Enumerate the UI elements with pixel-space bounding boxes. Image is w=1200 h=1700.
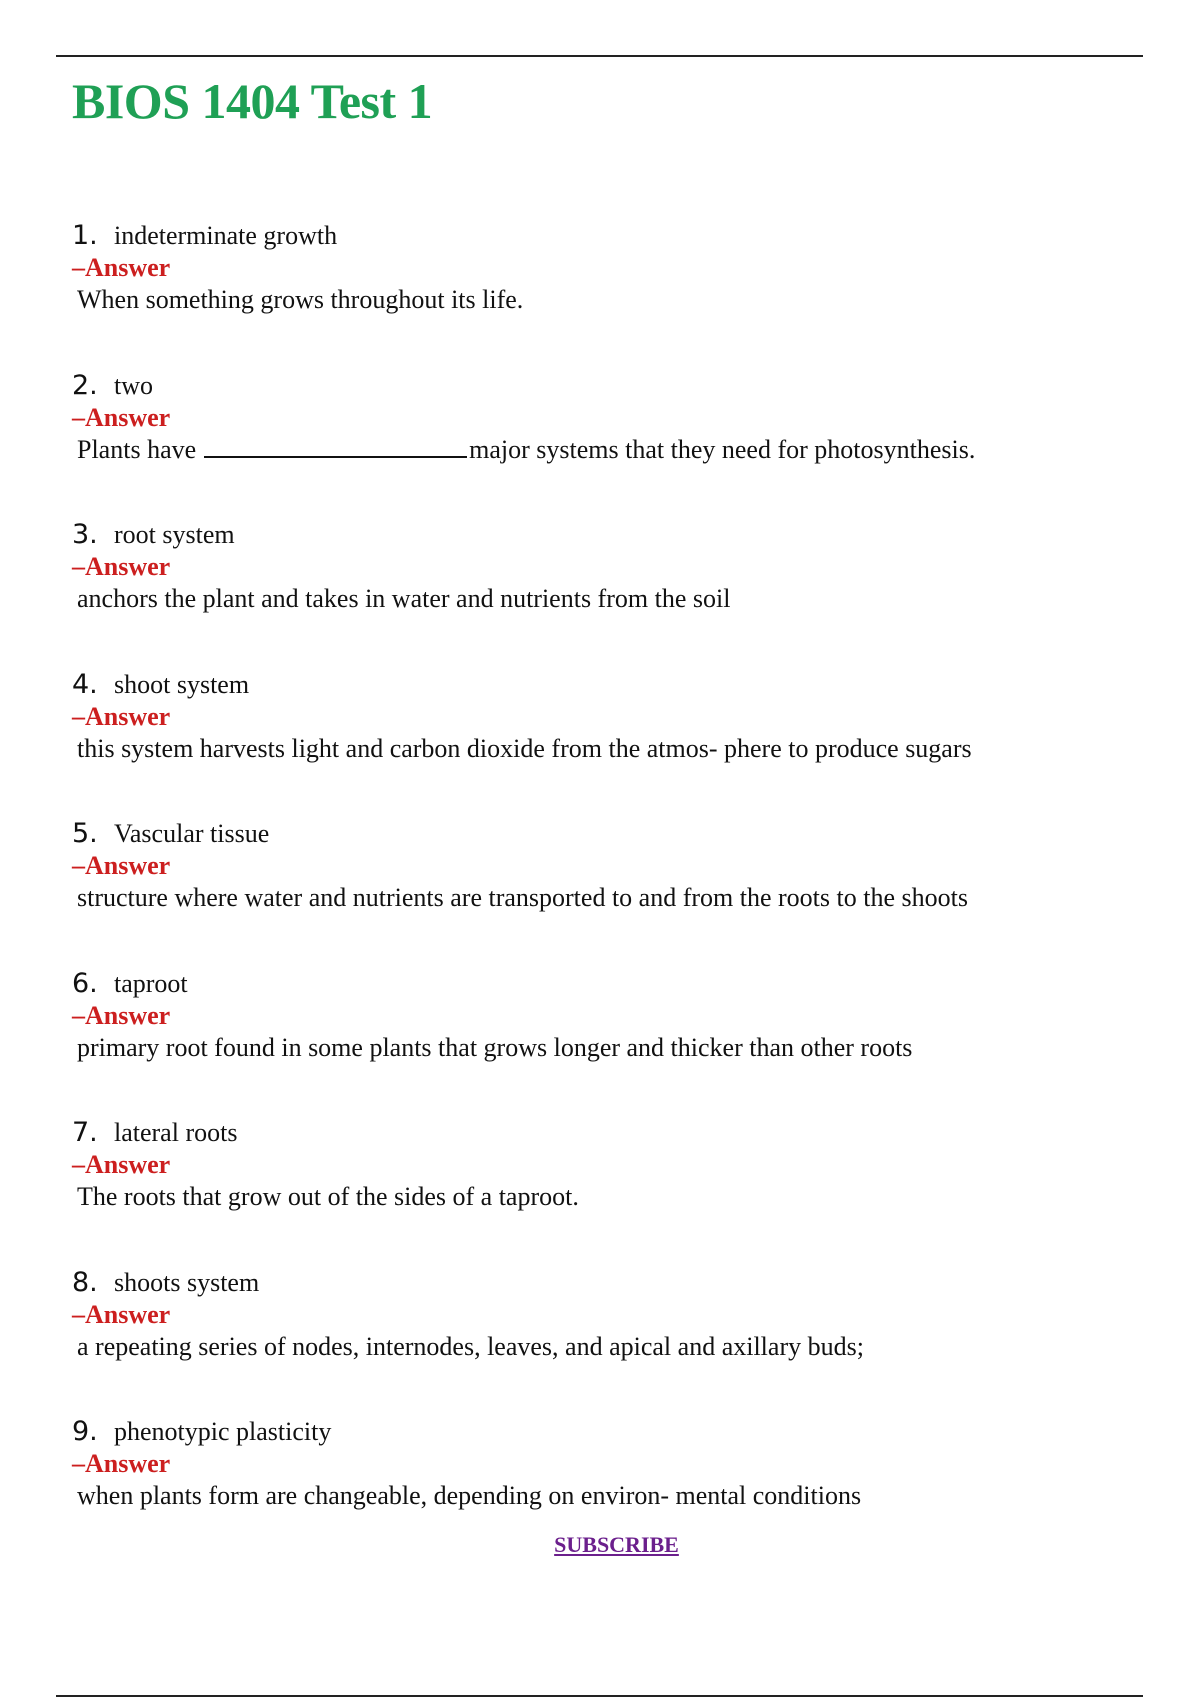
question-line	[72, 1267, 1132, 1299]
answer-text: anchors the plant and takes in water and nutrients from the soil	[77, 584, 731, 613]
bottom-rule	[56, 1695, 1143, 1697]
answer-label: –Answer	[72, 1150, 171, 1179]
question-term: lateral roots	[114, 1118, 238, 1147]
question-line	[72, 1117, 1132, 1149]
answer-label: –Answer	[72, 701, 171, 731]
question-term: root system	[114, 520, 235, 549]
answer-text: structure where water and nutrients are transported to and from the roots to the shoots	[77, 883, 968, 912]
answer-text-before: Plants have	[77, 434, 197, 464]
answer-label: –Answer	[72, 1449, 171, 1478]
answer-label: –Answer	[72, 851, 171, 880]
fill-in-blank	[204, 434, 467, 458]
qa-item	[72, 968, 1132, 1118]
qa-item	[72, 1267, 1132, 1417]
question-number: 2.	[72, 369, 98, 401]
answer-text: this system harvests light and carbon dioxide from the atmos- phere to produce sugars	[77, 733, 972, 763]
answer-label: –Answer	[72, 402, 171, 432]
question-line	[72, 519, 1132, 551]
question-term: phenotypic plasticity	[114, 1417, 332, 1446]
answer-text: a repeating series of nodes, internodes, leaves, and apical and axillary buds;	[77, 1331, 864, 1361]
answer-label: –Answer	[72, 253, 171, 282]
question-number: 9.	[72, 1416, 98, 1447]
question-line	[72, 370, 1132, 402]
question-line	[72, 968, 1132, 1000]
qa-item	[72, 818, 1132, 968]
question-term: shoot system	[114, 669, 250, 699]
question-term: shoots system	[114, 1267, 260, 1297]
question-number: 4.	[72, 668, 98, 700]
question-number: 5.	[72, 818, 98, 849]
subscribe-link[interactable]: SUBSCRIBE	[554, 1532, 679, 1557]
question-line	[72, 1416, 1132, 1448]
qa-item	[72, 220, 1132, 370]
qa-item	[72, 669, 1132, 819]
question-number: 1.	[72, 220, 98, 251]
answer-text	[72, 434, 1132, 466]
question-term: indeterminate growth	[114, 221, 338, 250]
question-number: 8.	[72, 1266, 98, 1298]
question-term: Vascular tissue	[114, 819, 270, 848]
qa-item	[72, 519, 1132, 669]
question-line	[72, 220, 1132, 252]
qa-item	[72, 370, 1132, 520]
answer-text-after: major systems that they need for photosynthesis.	[469, 434, 976, 464]
answer-text: The roots that grow out of the sides of a taproot.	[77, 1182, 579, 1211]
question-number: 6.	[72, 967, 98, 999]
qa-list	[72, 220, 1132, 1566]
answer-label: –Answer	[72, 552, 171, 581]
answer-label: –Answer	[72, 1000, 171, 1030]
question-term: two	[114, 370, 153, 400]
top-rule	[56, 55, 1143, 57]
question-line	[72, 669, 1132, 701]
answer-text: when plants form are changeable, depending on environ- mental conditions	[77, 1481, 862, 1510]
answer-text: primary root found in some plants that grows longer and thicker than other roots	[77, 1032, 913, 1062]
answer-label: –Answer	[72, 1299, 171, 1329]
page-title: BIOS 1404 Test 1	[72, 73, 433, 129]
question-line	[72, 818, 1132, 850]
answer-text: When something grows throughout its life.	[77, 285, 524, 314]
qa-item	[72, 1117, 1132, 1267]
question-number: 3.	[72, 519, 98, 550]
question-number: 7.	[72, 1117, 98, 1148]
question-term: taproot	[114, 968, 188, 998]
